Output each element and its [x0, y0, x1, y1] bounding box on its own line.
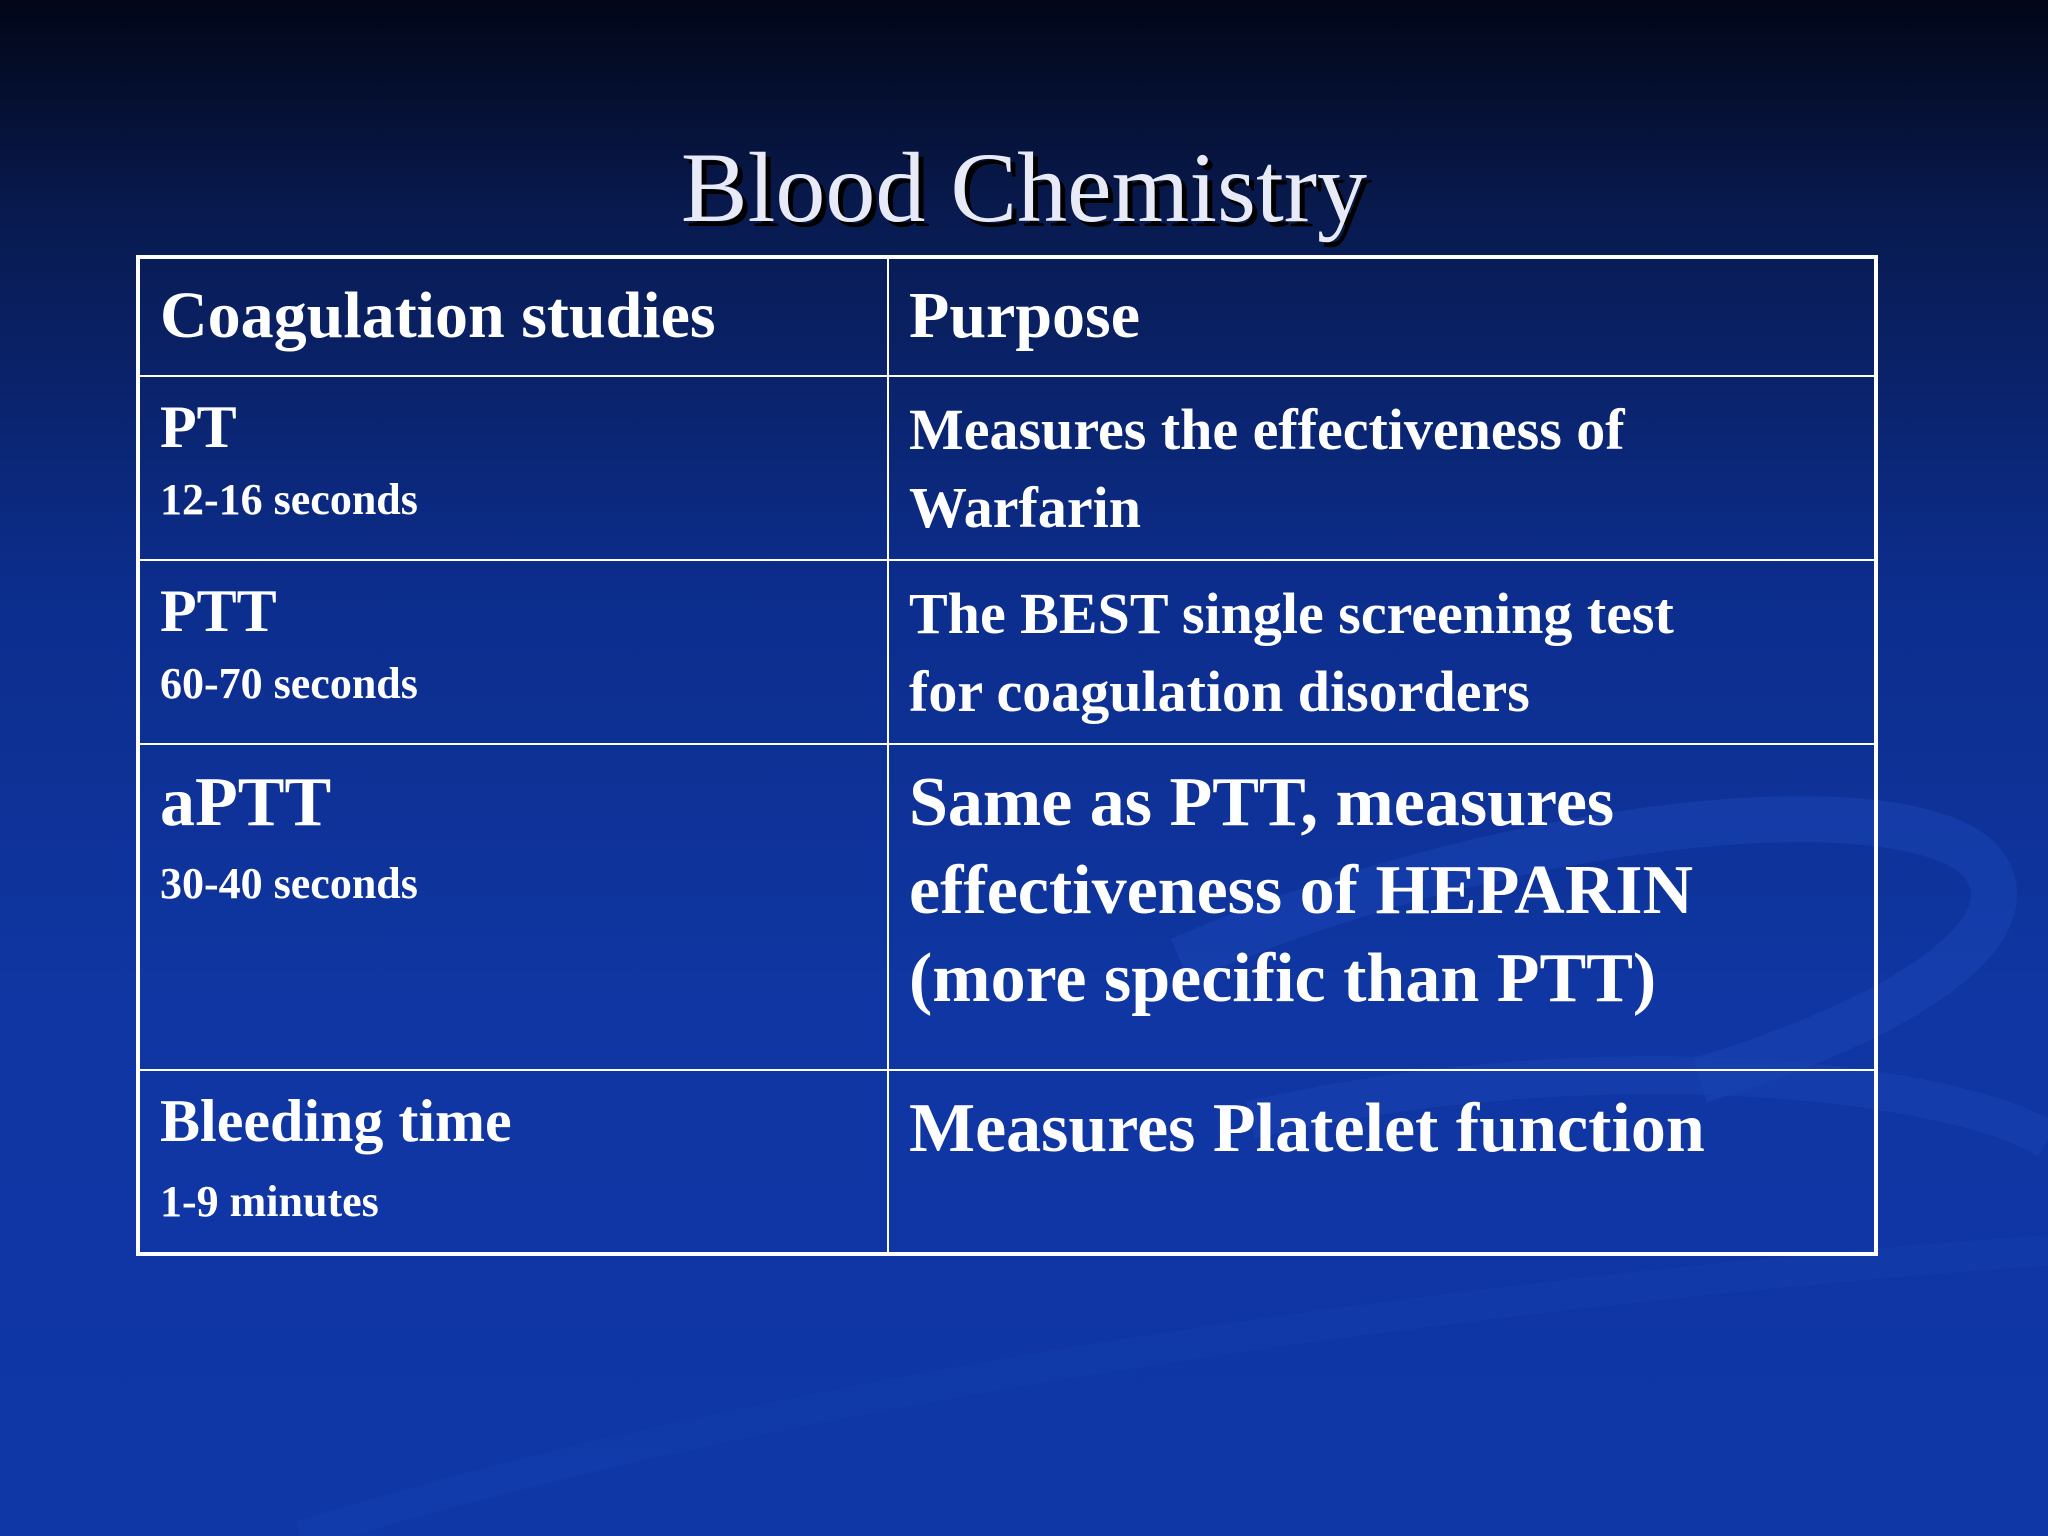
- purpose-text: effectiveness of HEPARIN: [909, 852, 1694, 929]
- purpose-text: Measures the effectiveness of: [909, 397, 1625, 462]
- test-cell: [138, 1070, 888, 1254]
- test-name: PTT: [160, 578, 277, 644]
- purpose-text: Same as PTT, measures: [909, 764, 1615, 841]
- table-row: [138, 1070, 1876, 1254]
- table-row: [138, 560, 1876, 744]
- purpose-text: for coagulation disorders: [909, 659, 1530, 724]
- header-cell-purpose: [888, 257, 1876, 376]
- column-header-coagulation-studies: Coagulation studies: [160, 279, 716, 352]
- coagulation-table: [136, 255, 1878, 1256]
- test-normal-range: 1-9 minutes: [160, 1177, 379, 1226]
- table-row: [138, 744, 1876, 1070]
- purpose-cell: [888, 376, 1876, 560]
- purpose-cell: [888, 560, 1876, 744]
- table-header-row: [138, 257, 1876, 376]
- test-cell: [138, 744, 888, 1070]
- test-normal-range: 60-70 seconds: [160, 659, 418, 708]
- test-name: Bleeding time: [160, 1088, 512, 1154]
- test-name: aPTT: [160, 764, 332, 841]
- slide-title: Blood Chemistry: [680, 132, 1368, 243]
- purpose-cell: [888, 744, 1876, 1070]
- purpose-text: Warfarin: [909, 475, 1141, 540]
- test-cell: [138, 560, 888, 744]
- purpose-text: Measures Platelet function: [909, 1090, 1705, 1167]
- test-name: PT: [160, 394, 237, 460]
- test-normal-range: 12-16 seconds: [160, 475, 418, 524]
- purpose-text: The BEST single screening test: [909, 581, 1674, 646]
- purpose-text: (more specific than PTT): [909, 940, 1657, 1017]
- test-normal-range: 30-40 seconds: [160, 859, 418, 908]
- table-row: [138, 376, 1876, 560]
- purpose-cell: [888, 1070, 1876, 1254]
- header-cell-coagulation-studies: [138, 257, 888, 376]
- test-cell: [138, 376, 888, 560]
- column-header-purpose: Purpose: [909, 279, 1140, 352]
